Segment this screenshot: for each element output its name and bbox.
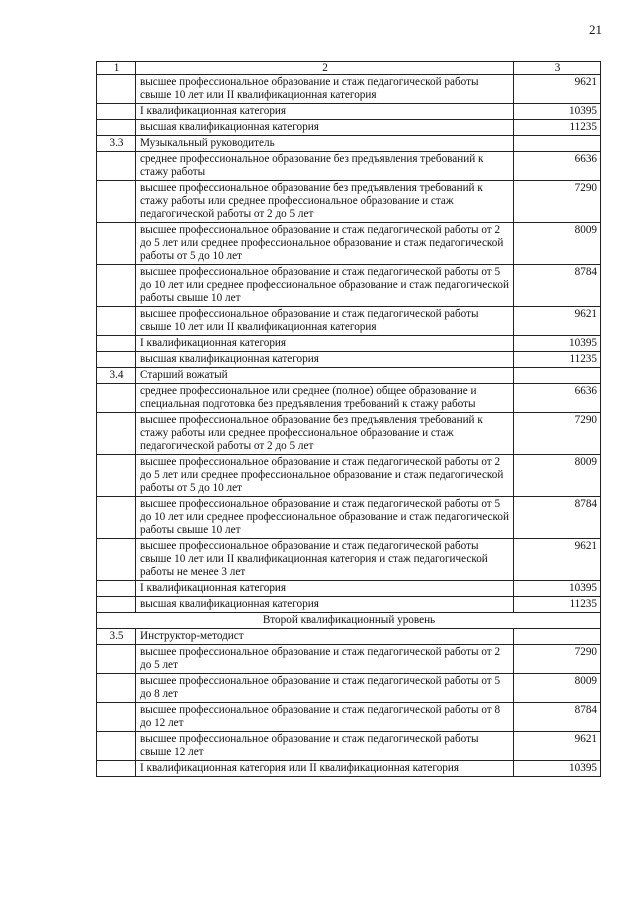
page-number: 21 bbox=[589, 22, 602, 37]
row-description: высшее профессиональное образование и стаж педагогической работы свыше 10 лет или II квалификационная категория bbox=[136, 75, 514, 104]
row-description: высшее профессиональное образование без предъявления требований к стажу работы или среднее профессиональное образование и стаж педагогической работы от 2 до 5 лет bbox=[136, 413, 514, 455]
row-description: высшее профессиональное образование и стаж педагогической работы от 2 до 5 лет bbox=[136, 645, 514, 674]
row-number bbox=[97, 674, 136, 703]
row-number bbox=[97, 307, 136, 336]
table-row bbox=[97, 352, 601, 368]
table-row bbox=[97, 336, 601, 352]
table-row bbox=[97, 368, 601, 384]
salary-table bbox=[96, 61, 601, 777]
table-row bbox=[97, 455, 601, 497]
row-salary: 10395 bbox=[514, 104, 601, 120]
row-description: высшая квалификационная категория bbox=[136, 352, 514, 368]
row-salary: 7290 bbox=[514, 645, 601, 674]
row-salary: 8009 bbox=[514, 223, 601, 265]
section-row bbox=[97, 613, 601, 629]
row-number bbox=[97, 352, 136, 368]
row-salary: 10395 bbox=[514, 336, 601, 352]
table-row bbox=[97, 223, 601, 265]
row-description: Старший вожатый bbox=[136, 368, 514, 384]
row-description: высшее профессиональное образование и стаж педагогической работы свыше 10 лет или II квалификационная категория и стаж педагогической работы не менее 3 лет bbox=[136, 539, 514, 581]
row-salary: 8009 bbox=[514, 455, 601, 497]
row-description: высшая квалификационная категория bbox=[136, 120, 514, 136]
row-salary: 8784 bbox=[514, 703, 601, 732]
row-salary: 11235 bbox=[514, 120, 601, 136]
row-description: высшее профессиональное образование и стаж педагогической работы от 2 до 5 лет или среднее профессиональное образование и стаж педагогической работы от 5 до 10 лет bbox=[136, 223, 514, 265]
table-row bbox=[97, 120, 601, 136]
row-number bbox=[97, 703, 136, 732]
row-number bbox=[97, 581, 136, 597]
row-salary: 9621 bbox=[514, 75, 601, 104]
row-description: высшее профессиональное образование и стаж педагогической работы от 8 до 12 лет bbox=[136, 703, 514, 732]
table-row bbox=[97, 136, 601, 152]
row-description: высшее профессиональное образование без предъявления требований к стажу работы или среднее профессиональное образование и стаж педагогической работы от 2 до 5 лет bbox=[136, 181, 514, 223]
header-col-2: 2 bbox=[136, 62, 514, 75]
table-row bbox=[97, 703, 601, 732]
table-row bbox=[97, 674, 601, 703]
row-number bbox=[97, 645, 136, 674]
table-row bbox=[97, 581, 601, 597]
row-salary: 10395 bbox=[514, 581, 601, 597]
row-description: высшее профессиональное образование и стаж педагогической работы от 5 до 10 лет или среднее профессиональное образование и стаж педагогической работы свыше 10 лет bbox=[136, 497, 514, 539]
row-salary: 7290 bbox=[514, 181, 601, 223]
header-col-3: 3 bbox=[514, 62, 601, 75]
row-number bbox=[97, 455, 136, 497]
table-row bbox=[97, 645, 601, 674]
header-row bbox=[97, 62, 601, 75]
table-row bbox=[97, 732, 601, 761]
table-row bbox=[97, 181, 601, 223]
row-salary: 11235 bbox=[514, 597, 601, 613]
header-col-1: 1 bbox=[97, 62, 136, 75]
row-number bbox=[97, 75, 136, 104]
table-body bbox=[97, 62, 601, 777]
table-row bbox=[97, 265, 601, 307]
row-number bbox=[97, 384, 136, 413]
row-salary: 8784 bbox=[514, 497, 601, 539]
table-row bbox=[97, 597, 601, 613]
table-row bbox=[97, 413, 601, 455]
row-description: I квалификационная категория bbox=[136, 104, 514, 120]
row-number bbox=[97, 265, 136, 307]
row-salary: 9621 bbox=[514, 732, 601, 761]
row-salary: 8784 bbox=[514, 265, 601, 307]
table-row bbox=[97, 307, 601, 336]
row-salary bbox=[514, 136, 601, 152]
row-description: I квалификационная категория или II квалификационная категория bbox=[136, 761, 514, 777]
row-number bbox=[97, 120, 136, 136]
row-number: 3.3 bbox=[97, 136, 136, 152]
table-row bbox=[97, 152, 601, 181]
table-row bbox=[97, 384, 601, 413]
row-salary bbox=[514, 629, 601, 645]
row-number bbox=[97, 539, 136, 581]
row-description: среднее профессиональное или среднее (полное) общее образование и специальная подготовка без предъявления требований к стажу работы bbox=[136, 384, 514, 413]
row-number bbox=[97, 152, 136, 181]
row-salary: 6636 bbox=[514, 384, 601, 413]
row-number bbox=[97, 336, 136, 352]
row-salary: 6636 bbox=[514, 152, 601, 181]
row-number bbox=[97, 597, 136, 613]
row-description: I квалификационная категория bbox=[136, 336, 514, 352]
row-salary: 9621 bbox=[514, 539, 601, 581]
row-salary: 11235 bbox=[514, 352, 601, 368]
row-number bbox=[97, 223, 136, 265]
row-salary: 8009 bbox=[514, 674, 601, 703]
row-description: Инструктор-методист bbox=[136, 629, 514, 645]
row-number: 3.4 bbox=[97, 368, 136, 384]
row-number bbox=[97, 181, 136, 223]
table-row bbox=[97, 629, 601, 645]
row-description: I квалификационная категория bbox=[136, 581, 514, 597]
row-number: 3.5 bbox=[97, 629, 136, 645]
row-description: высшее профессиональное образование и стаж педагогической работы от 2 до 5 лет или среднее профессиональное образование и стаж педагогической работы от 5 до 10 лет bbox=[136, 455, 514, 497]
row-number bbox=[97, 413, 136, 455]
row-description: высшая квалификационная категория bbox=[136, 597, 514, 613]
row-description: Музыкальный руководитель bbox=[136, 136, 514, 152]
table-row bbox=[97, 497, 601, 539]
table-row bbox=[97, 761, 601, 777]
row-salary: 9621 bbox=[514, 307, 601, 336]
row-description: среднее профессиональное образование без предъявления требований к стажу работы bbox=[136, 152, 514, 181]
row-description: высшее профессиональное образование и стаж педагогической работы свыше 10 лет или II квалификационная категория bbox=[136, 307, 514, 336]
row-salary: 7290 bbox=[514, 413, 601, 455]
table-row bbox=[97, 539, 601, 581]
row-description: высшее профессиональное образование и стаж педагогической работы от 5 до 10 лет или среднее профессиональное образование и стаж педагогической работы свыше 10 лет bbox=[136, 265, 514, 307]
row-number bbox=[97, 497, 136, 539]
row-number bbox=[97, 104, 136, 120]
row-number bbox=[97, 732, 136, 761]
row-salary bbox=[514, 368, 601, 384]
table-row bbox=[97, 104, 601, 120]
row-number bbox=[97, 761, 136, 777]
table-row bbox=[97, 75, 601, 104]
row-salary: 10395 bbox=[514, 761, 601, 777]
row-description: высшее профессиональное образование и стаж педагогической работы свыше 12 лет bbox=[136, 732, 514, 761]
row-description: высшее профессиональное образование и стаж педагогической работы от 5 до 8 лет bbox=[136, 674, 514, 703]
section-title: Второй квалификационный уровень bbox=[97, 613, 601, 629]
